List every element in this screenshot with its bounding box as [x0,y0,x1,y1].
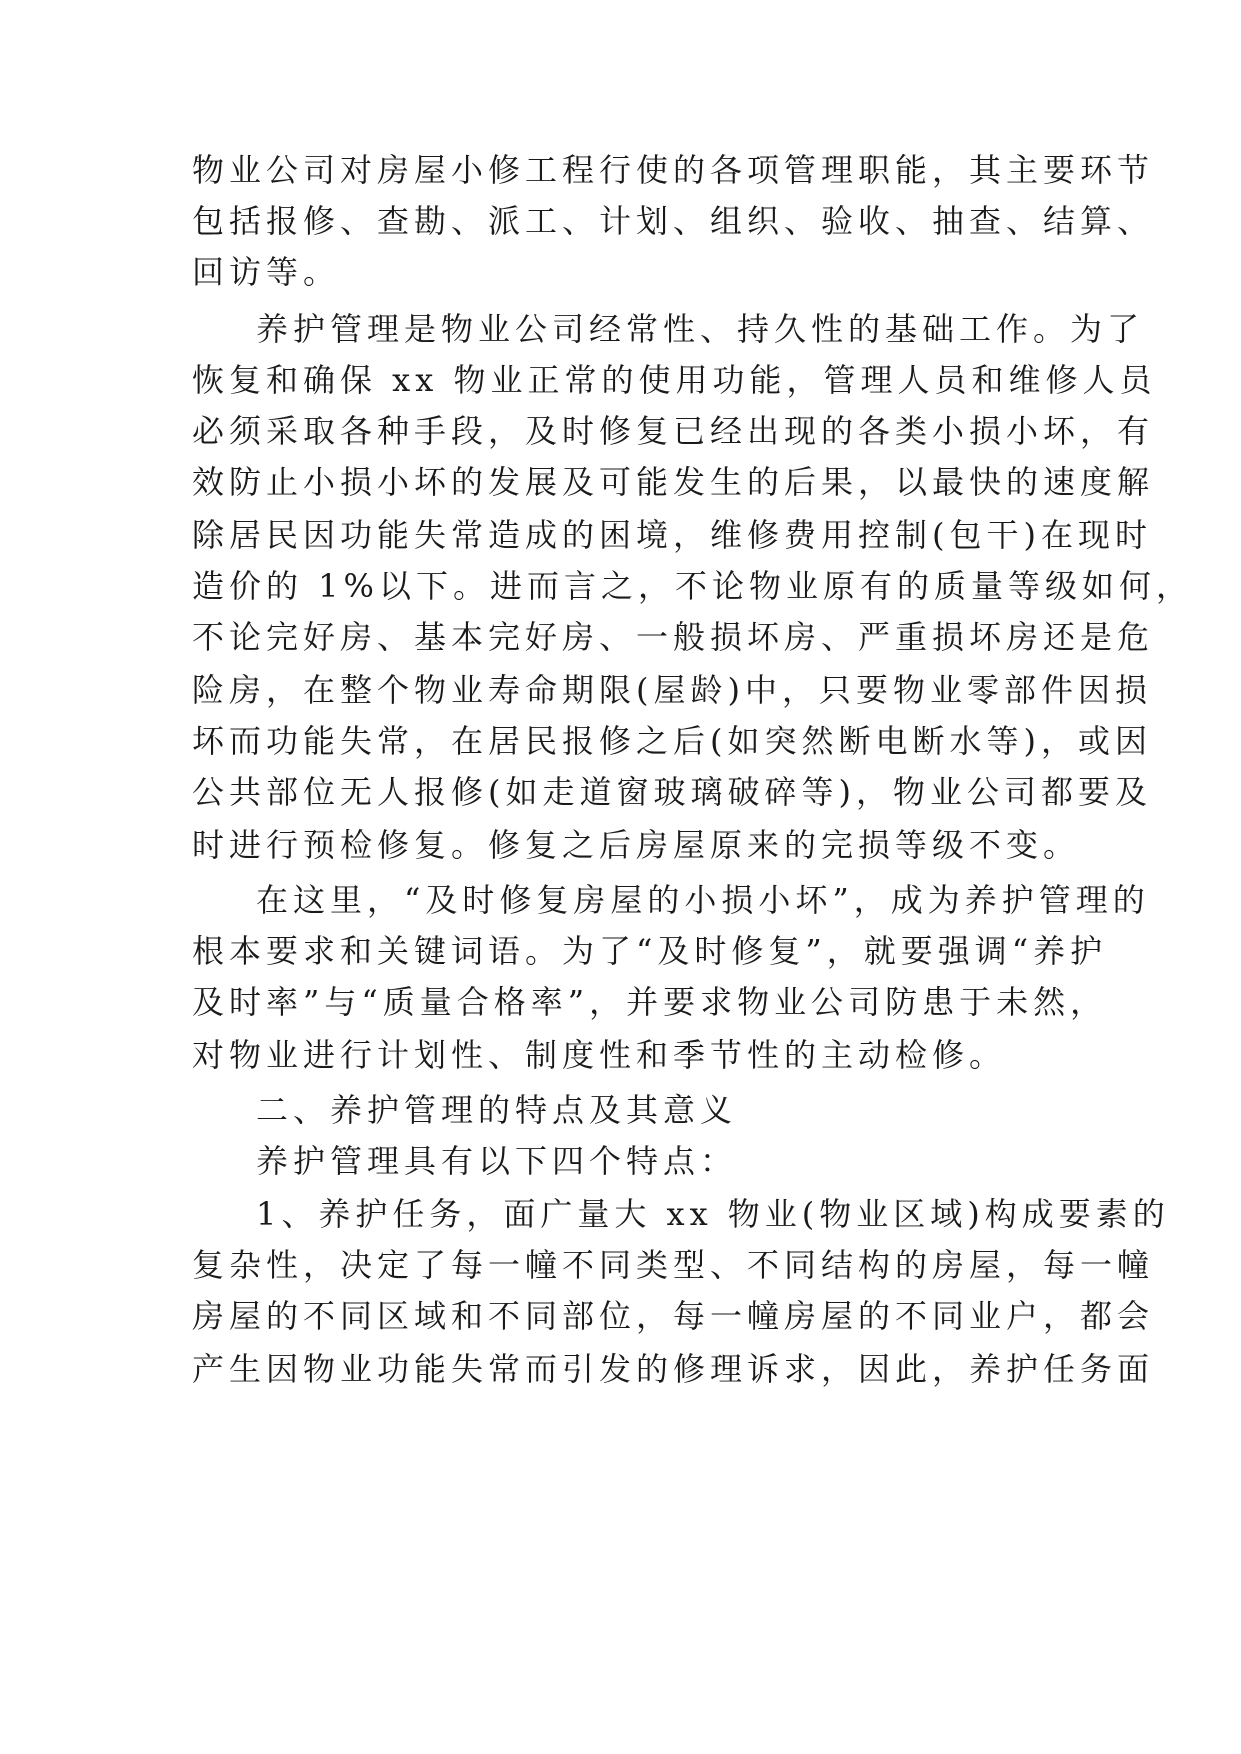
text-line: 1、养护任务，面广量大 xx 物业(物业区域)构成要素的 [256,1195,1170,1233]
section-heading: 二、养护管理的特点及其意义 [256,1091,738,1129]
text-line: 房屋的不同区域和不同部位，每一幢房屋的不同业户，都会 [192,1297,1155,1335]
text-line: 必须采取各种手段，及时修复已经出现的各类小损小坏，有 [192,412,1155,450]
text-line: 除居民因功能失常造成的困境，维修费用控制(包干)在现时 [192,516,1152,554]
text-line: 险房，在整个物业寿命期限(屋龄)中，只要物业零部件因损 [192,671,1152,709]
text-line: 恢复和确保 xx 物业正常的使用功能，管理人员和维修人员 [192,361,1157,399]
text-line: 根本要求和关键词语。为了“及时修复”，就要强调“养护 [192,932,1108,970]
text-line: 及时率”与“质量合格率”，并要求物业公司防患于未然， [192,983,1108,1021]
text-line: 不论完好房、基本完好房、一般损坏房、严重损坏房还是危 [192,618,1155,656]
text-line: 物业公司对房屋小修工程行使的各项管理职能，其主要环节 [192,151,1155,189]
text-line: 产生因物业功能失常而引发的修理诉求，因此，养护任务面 [192,1350,1155,1388]
text-line: 养护管理是物业公司经常性、持久性的基础工作。为了 [256,310,1145,348]
text-line: 在这里，“及时修复房屋的小损小坏”，成为养护管理的 [256,881,1150,919]
text-line: 养护管理具有以下四个特点： [256,1142,738,1180]
text-line: 坏而功能失常，在居民报修之后(如突然断电断水等)，或因 [192,722,1152,760]
text-line: 复杂性，决定了每一幢不同类型、不同结构的房屋，每一幢 [192,1246,1155,1284]
text-line: 公共部位无人报修(如走道窗玻璃破碎等)，物业公司都要及 [192,773,1152,811]
text-line: 时进行预检修复。修复之后房屋原来的完损等级不变。 [192,826,1081,864]
text-line: 造价的 1%以下。进而言之，不论物业原有的质量等级如何， [192,567,1193,605]
text-line: 对物业进行计划性、制度性和季节性的主动检修。 [192,1036,1007,1074]
text-line: 效防止小损小坏的发展及可能发生的后果，以最快的速度解 [192,463,1155,501]
text-line: 回访等。 [192,253,341,291]
text-line: 包括报修、查勘、派工、计划、组织、验收、抽查、结算、 [192,202,1155,240]
